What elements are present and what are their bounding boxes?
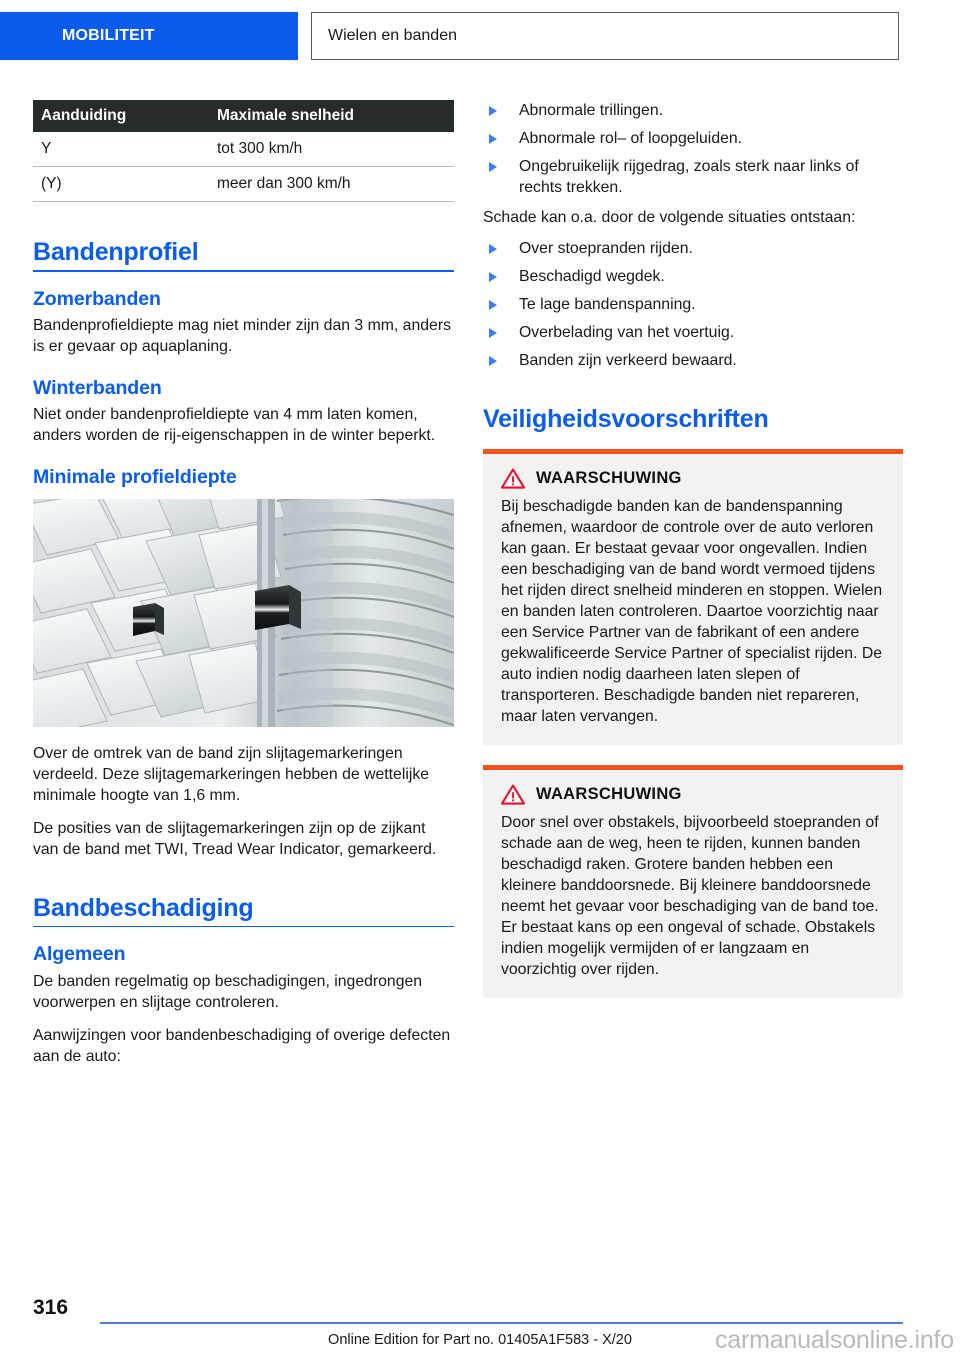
list-item-label: Abnormale trillingen. (519, 102, 664, 119)
causes-bullet-list (483, 238, 903, 371)
header-chapter-banner (0, 12, 298, 60)
table-cell-speed: meer dan 300 km/h (209, 167, 454, 202)
warning-triangle-icon (501, 468, 525, 489)
algemeen-paragraph-2: Aanwijzingen voor bandenbeschadiging of overige defecten aan de auto: (33, 1026, 451, 1065)
page-number: 316 (33, 1296, 69, 1319)
section-title-bandenprofiel: Bandenprofiel (33, 238, 199, 266)
table-column-header-aanduiding: Aanduiding (33, 100, 209, 132)
algemeen-paragraph-1: De banden regelmatig op beschadigingen, ingedrongen voorwerpen en slijtage controleren. (33, 972, 423, 1011)
section-title-veiligheidsvoorschriften: Veiligheidsvoorschriften (483, 405, 769, 433)
list-item (483, 238, 903, 259)
list-item (483, 266, 903, 287)
warning-text: Door snel over obstakels, bijvoorbeeld stoepranden of schade aan de weg, heen te rijden, kunnen banden beschadigd raken. Grotere banden hebben een kleinere banddoorsnede. Bij kleinere banddoorsnede neemt het gevaar voor beschadiging van de band toe. Er bestaat kans op een ongeval of schade. Obstakels indien mogelijk vermijden of er langzaam en voorzichtig over rijden. (501, 814, 879, 978)
list-item (483, 156, 903, 198)
table-cell-speed: tot 300 km/h (209, 132, 454, 167)
triangle-bullet-icon (489, 300, 497, 310)
header-chapter-label: MOBILITEIT (62, 27, 155, 44)
header-section-box (311, 12, 899, 60)
triangle-bullet-icon (489, 106, 497, 116)
table-header-row (33, 100, 454, 132)
subsection-title-zomerbanden: Zomerbanden (33, 287, 161, 310)
section-rule (33, 926, 454, 928)
warning-header (501, 784, 885, 805)
table-cell-code: Y (33, 132, 209, 167)
table-column-header-maximale-snelheid: Maximale snelheid (209, 100, 454, 132)
minimale-profieldiepte-paragraph-1: Over de omtrek van de band zijn slijtagemarkeringen verdeeld. Deze slijtagemarkeringen hebben de wettelijke minimale hoogte van 1,6 mm. (33, 744, 430, 804)
list-item (483, 294, 903, 315)
winterbanden-text: Niet onder bandenprofieldiepte van 4 mm laten komen, anders worden de rij-eigenschappen in de winter beperkt. (33, 406, 436, 445)
section-rule (33, 270, 454, 272)
warning-label: WAARSCHUWING (536, 785, 682, 803)
footer-rule (100, 1322, 903, 1324)
causes-lead-text: Schade kan o.a. door de volgende situaties ontstaan: (483, 209, 856, 226)
subsection-title-winterbanden: Winterbanden (33, 376, 162, 399)
subsection-title-algemeen: Algemeen (33, 943, 126, 966)
list-item (483, 128, 903, 149)
tread-wear-indicator-large (255, 585, 301, 630)
watermark: carmanualsonline.info (714, 1326, 954, 1354)
symptom-bullet-list (483, 100, 903, 198)
triangle-bullet-icon (489, 162, 497, 172)
subsection-title-minimale-profieldiepte: Minimale profieldiepte (33, 466, 237, 489)
edition-note: Online Edition for Part no. 01405A1F583 - X/20 (328, 1332, 632, 1348)
tread-wear-indicator-small (133, 603, 164, 636)
list-item-label: Ongebruikelijk rijgedrag, zoals sterk naar links of rechts trekken. (519, 158, 859, 196)
list-item (483, 100, 903, 121)
table-cell-code: (Y) (33, 167, 209, 202)
list-item (483, 322, 903, 343)
list-item-label: Beschadigd wegdek. (519, 268, 665, 285)
tire-tread-figure-svg (33, 499, 454, 727)
speed-rating-table (33, 100, 454, 202)
list-item (483, 350, 903, 371)
header-section-label: Wielen en banden (328, 27, 457, 44)
right-column (483, 100, 903, 1018)
warning-label: WAARSCHUWING (536, 469, 682, 487)
triangle-bullet-icon (489, 134, 497, 144)
table-row (33, 132, 454, 167)
warning-text: Bij beschadigde banden kan de bandenspanning afnemen, waardoor de controle over de auto verloren kan gaan. Er bestaat gevaar voor ongevallen. Indien een beschadiging van de band wordt vermoed tijdens het rijden direct snelheid minderen en stoppen. Wielen en banden laten controleren. Daartoe voorzichtig naar een Service Partner van de fabrikant of een andere gekwalificeerde Service Partner of specialist rijden. De auto indien nodig daarheen laten slepen of transporteren. Beschadigde banden niet repareren, maar laten vervangen. (501, 498, 883, 725)
zomerbanden-text: Bandenprofieldiepte mag niet minder zijn dan 3 mm, anders is er gevaar op aquaplaning. (33, 316, 451, 355)
minimale-profieldiepte-paragraph-2: De posities van de slijtagemarkeringen zijn op de zijkant van de band met TWI, Tread Wear Indicator, gemarkeerd. (33, 819, 437, 858)
page-header (0, 12, 960, 60)
triangle-bullet-icon (489, 328, 497, 338)
triangle-bullet-icon (489, 272, 497, 282)
warning-header (501, 468, 885, 489)
page-footer (0, 1296, 960, 1362)
section-title-bandbeschadiging: Bandbeschadiging (33, 893, 254, 922)
list-item-label: Over stoepranden rijden. (519, 240, 693, 257)
list-item-label: Overbelading van het voertuig. (519, 324, 735, 341)
list-item-label: Te lage bandenspanning. (519, 296, 696, 313)
triangle-bullet-icon (489, 244, 497, 254)
list-item-label: Banden zijn verkeerd bewaard. (519, 352, 737, 369)
triangle-bullet-icon (489, 356, 497, 366)
left-column (33, 100, 454, 1067)
list-item-label: Abnormale rol– of loopgeluiden. (519, 130, 743, 147)
warning-triangle-icon (501, 784, 525, 805)
table-row (33, 167, 454, 202)
warning-box (483, 765, 903, 998)
warning-box (483, 449, 903, 745)
tire-tread-wear-indicator-illustration (33, 499, 454, 727)
